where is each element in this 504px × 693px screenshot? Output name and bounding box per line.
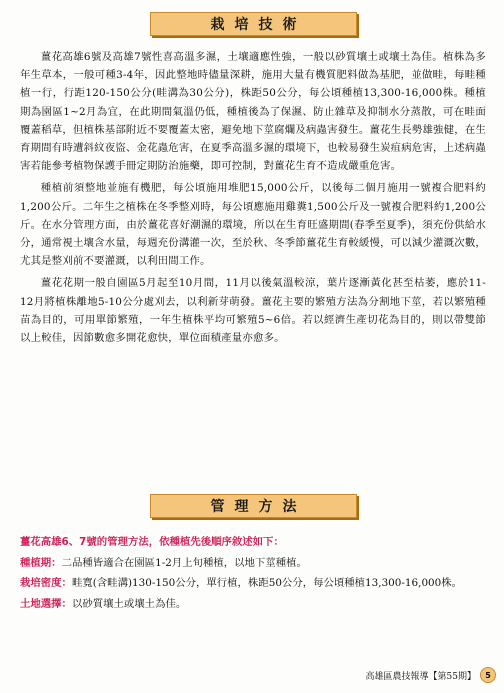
paragraph: 薑花花期一般自園區5月起至10月間，11月以後氣溫較涼，葉片逐漸黃化甚至枯萎，應於11-12月將植株離地5-10公分處刈去，以利新芽萌發。薑花主要的繁殖方法為分割地下莖，若以繁殖種苗為目的，可用單節繁殖，一年生植株平均可繁殖5~6倍。若以經濟生產切花為目的，則以帶雙節以上較佳，因節數愈多開花愈快，單位面積產量亦愈多。 [20,277,486,345]
section-title: 栽培技術 [210,17,307,33]
row-value: 以砂質壤土或壤土為佳。 [71,597,187,610]
management-row [20,553,486,574]
paragraph: 薑花高雄6號及高雄7號性喜高溫多濕，土壤適應性強，一般以砂質壤土或壤土為佳。植株為多年生草本，一般可種3-4年，因此整地時儘量深耕，施用大量有機質肥料做為基肥，並做畦，每畦種植一行，行距120-150公分(畦溝為30公分)，株距50公分，每公頃種植13,300-16,000株。種植期為園區1~2月為宜，在此期間氣溫仍低，種植後為了保濕、防止雜草及抑制水分蒸散，可在畦面覆蓋稻草，但植株基部附近不要覆蓋太密，避免地下莖腐爛及病蟲害發生。薑花生長勢雄強健，在生育期間有時遭斜紋夜盜、金花蟲危害，在夏季高溫多濕的環境下，也較易發生炭疽病危害，上述病蟲害若能參考植物保護手冊定期防治施藥，即可控制，對薑花生育不造成嚴重危害。 [20,51,486,173]
row-key: 土地選擇： [20,597,72,610]
section-title: 管理方法 [210,499,307,515]
management-body [20,532,486,614]
page-number: 5 [480,667,496,683]
cultivation-body [20,48,486,347]
management-intro: 薑花高雄6、7號的管理方法，依種植先後順序敘述如下： [20,536,284,548]
management-row [20,594,486,615]
row-value: 畦寬(含畦溝)130-150公分，單行植，株距50公分，每公頃種植13,300-16,000株。 [71,577,463,589]
publication-name: 高雄區農技報導【第55期】 [365,671,476,682]
page-footer [366,667,496,683]
row-key: 栽培密度： [20,577,72,589]
management-row [20,573,486,594]
row-value: 二品種皆適合在園區1-2月上旬種植，以地下莖種植。 [61,556,307,569]
paragraph: 種植前須整地並施有機肥，每公頃施用堆肥15,000公斤，以後每二個月施用一號複合肥料約1,200公斤。二年生之植株在冬季整刈時，每公頃應施用雞糞1,500公斤及一號複合肥料約1,200公斤。在水分管理方面，由於薑花喜好潮濕的環境，所以在生育旺盛期間(春季至夏季)，須充份供給水分，通常視土壤含水量，每週充份溝灌一次，至於秋、冬季節薑花生育較緩慢，可以減少灌溉次數，尤其是整刈前不要灌溉，以利田間工作。 [20,182,486,268]
section-heading-cultivation [150,12,357,36]
row-key: 種植期： [20,556,62,569]
section-heading-management [150,494,357,518]
